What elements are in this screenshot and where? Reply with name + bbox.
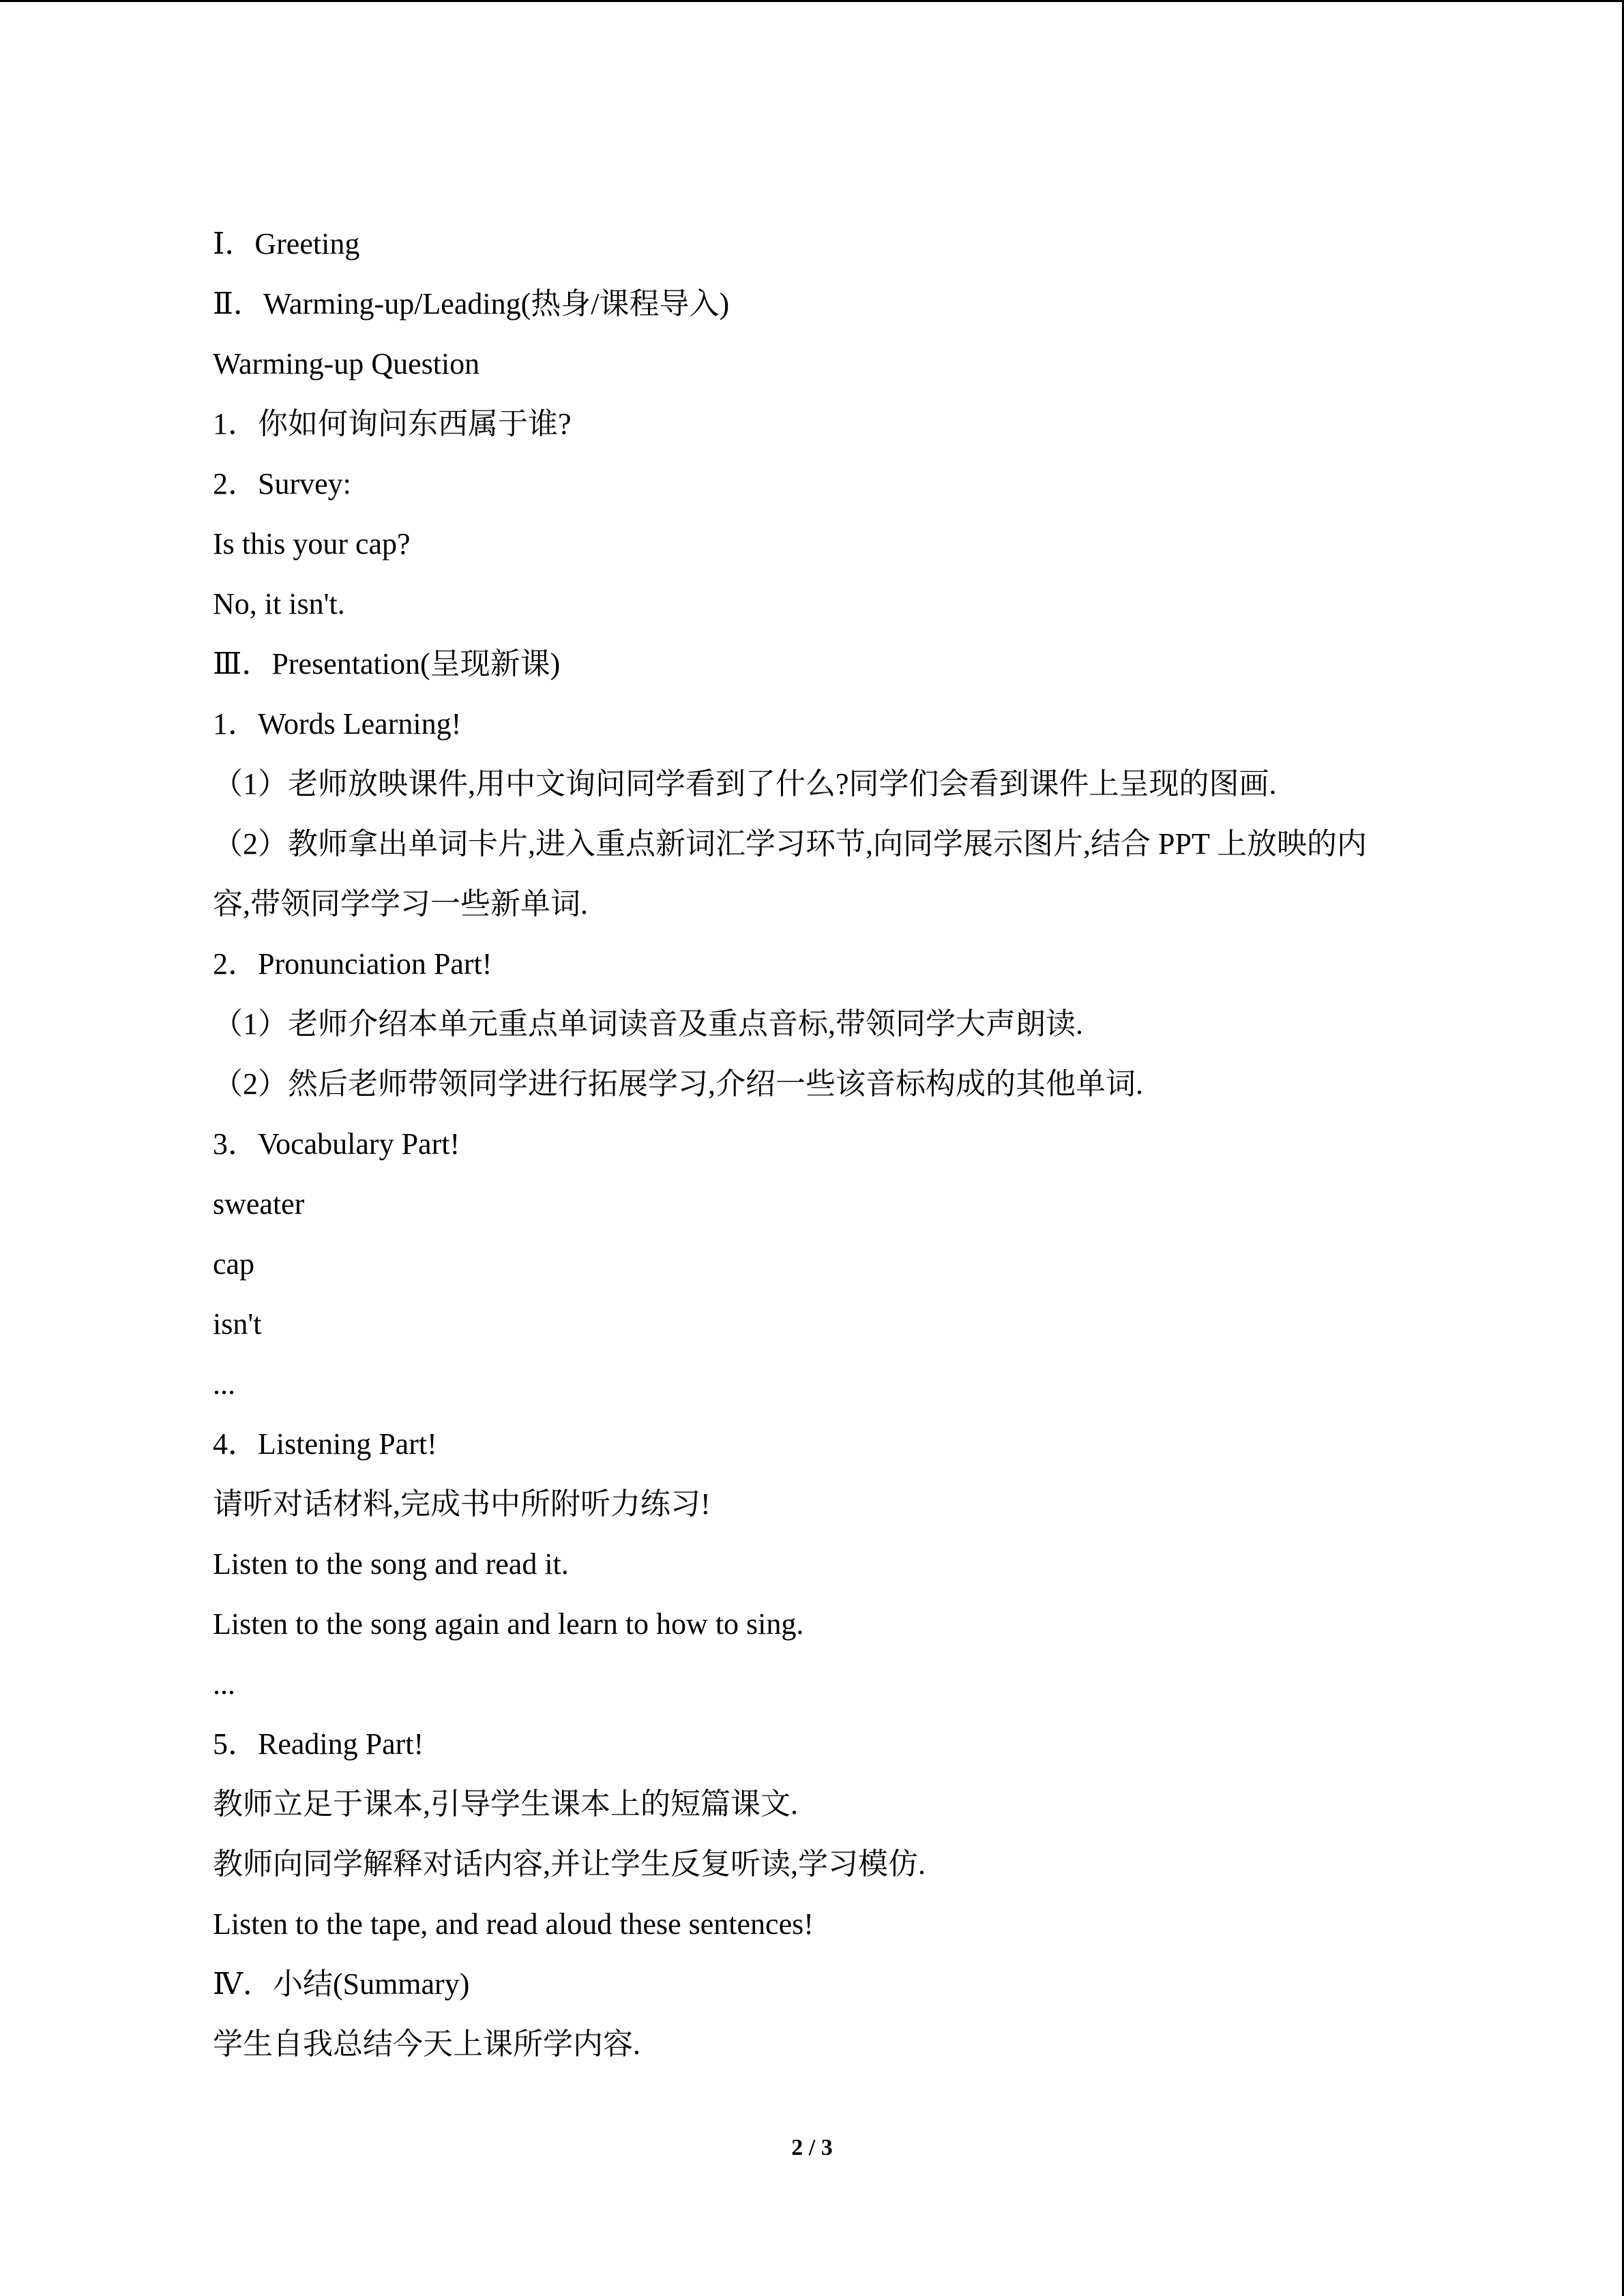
ellipsis: ... [213, 1367, 235, 1401]
pronunciation-step-2: （2）然后老师带领同学进行拓展学习,介绍一些该音标构成的其他单词. [213, 1067, 1143, 1101]
subsection-vocabulary: 3．Vocabulary Part! [213, 1127, 460, 1161]
ellipsis: ... [213, 1667, 235, 1701]
words-learning-step-1: （1）老师放映课件,用中文询问同学看到了什么?同学们会看到课件上呈现的图画. [213, 767, 1277, 801]
listening-instruction: Listen to the song and read it. [213, 1547, 569, 1581]
reading-instruction: 教师向同学解释对话内容,并让学生反复听读,学习模仿. [213, 1847, 926, 1881]
section-heading-greeting: Ⅰ．Greeting [213, 227, 360, 260]
reading-instruction: 教师立足于课本,引导学生课本上的短篇课文. [213, 1787, 798, 1821]
section-heading-presentation: Ⅲ．Presentation(呈现新课) [213, 647, 561, 681]
vocabulary-word: cap [213, 1247, 255, 1281]
warming-up-question-label: Warming-up Question [213, 347, 480, 381]
subsection-words-learning: 1．Words Learning! [213, 707, 462, 741]
dialogue-line: Is this your cap? [213, 527, 411, 561]
listening-instruction: 请听对话材料,完成书中所附听力练习! [213, 1487, 711, 1521]
listening-instruction: Listen to the song again and learn to how to sing. [213, 1607, 804, 1641]
subsection-pronunciation: 2．Pronunciation Part! [213, 947, 492, 981]
section-heading-summary: Ⅳ．小结(Summary) [213, 1967, 470, 2001]
dialogue-line: No, it isn't. [213, 587, 345, 621]
question-item-2: 2．Survey: [213, 467, 351, 501]
summary-text: 学生自我总结今天上课所学内容. [213, 2027, 640, 2061]
page-number: 2 / 3 [791, 2135, 833, 2160]
reading-instruction: Listen to the tape, and read aloud these sentences! [213, 1907, 814, 1941]
section-heading-warming-up: Ⅱ．Warming-up/Leading(热身/课程导入) [213, 287, 730, 320]
subsection-listening: 4．Listening Part! [213, 1427, 437, 1461]
pronunciation-step-1: （1）老师介绍本单元重点单词读音及重点音标,带领同学大声朗读. [213, 1007, 1083, 1041]
document-body [213, 214, 1483, 2074]
words-learning-step-2-continued: 容,带领同学学习一些新单词. [213, 887, 588, 921]
question-item-1: 1．你如何询问东西属于谁? [213, 407, 572, 441]
subsection-reading: 5．Reading Part! [213, 1727, 424, 1761]
words-learning-step-2: （2）教师拿出单词卡片,进入重点新词汇学习环节,向同学展示图片,结合 PPT 上放映的内 [213, 827, 1368, 861]
vocabulary-word: isn't [213, 1307, 262, 1341]
vocabulary-word: sweater [213, 1187, 305, 1221]
